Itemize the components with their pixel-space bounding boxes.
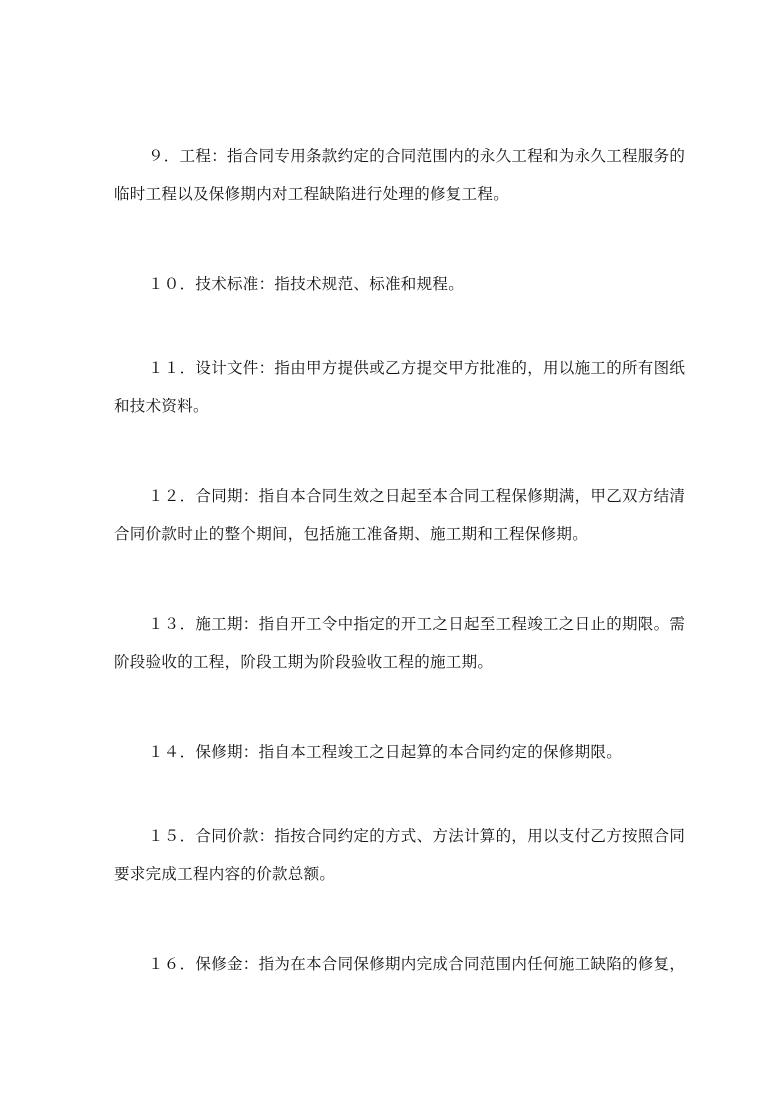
clause-line: 合同价款时止的整个期间，包括施工准备期、施工期和工程保修期。 — [114, 525, 589, 543]
clause-11 — [114, 349, 686, 425]
clause-line: ９．工程：指合同专用条款约定的合同范围内的永久工程和为永久工程服务的 — [148, 147, 686, 165]
clause-line: 阶段验收的工程，阶段工期为阶段验收工程的施工期。 — [114, 653, 494, 671]
clause-12 — [114, 477, 686, 553]
clause-line: 要求完成工程内容的价款总额。 — [114, 865, 336, 883]
clause-line: １６．保修金：指为在本合同保修期内完成合同范围内任何施工缺陷的修复， — [148, 955, 686, 973]
clause-line: １０．技术标准：指技术规范、标准和规程。 — [148, 275, 465, 293]
clause-10 — [114, 265, 666, 303]
clause-line: １３．施工期：指自开工令中指定的开工之日起至工程竣工之日止的期限。需 — [148, 615, 686, 633]
clause-line: 临时工程以及保修期内对工程缺陷进行处理的修复工程。 — [114, 185, 510, 203]
clause-line: 和技术资料。 — [114, 397, 209, 415]
clause-line: １５．合同价款：指按合同约定的方式、方法计算的，用以支付乙方按照合同 — [148, 827, 686, 845]
clause-line: １４．保修期：指自本工程竣工之日起算的本合同约定的保修期限。 — [148, 743, 623, 761]
clause-16 — [114, 945, 686, 983]
clause-line: １２．合同期：指自本合同生效之日起至本合同工程保修期满，甲乙双方结清 — [148, 487, 686, 505]
clause-14 — [114, 733, 666, 771]
clause-9 — [114, 137, 686, 213]
clause-line: １１．设计文件：指由甲方提供或乙方提交甲方批准的，用以施工的所有图纸 — [148, 359, 686, 377]
clause-15 — [114, 817, 686, 893]
clause-13 — [114, 605, 686, 681]
